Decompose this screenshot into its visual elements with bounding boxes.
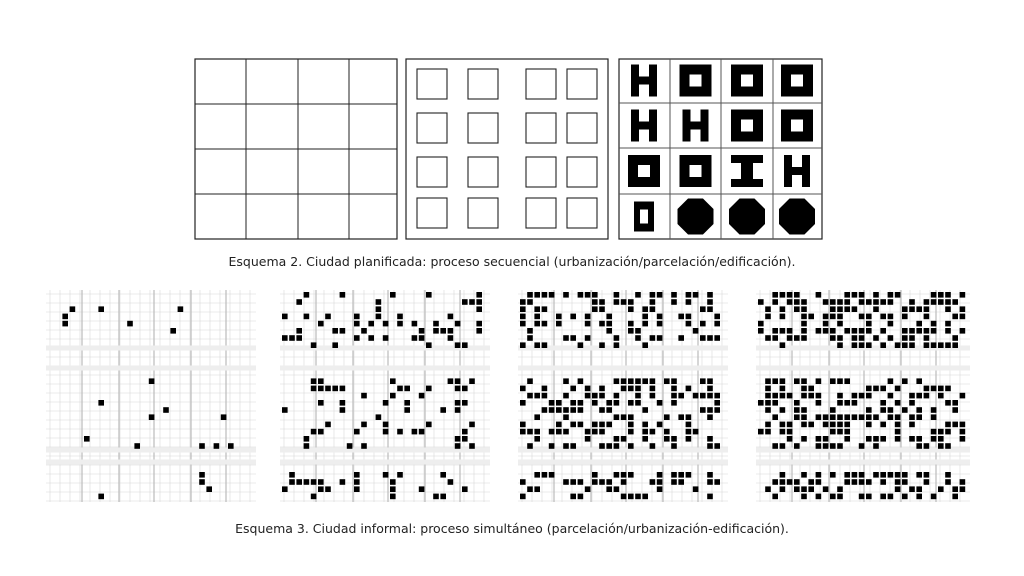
parcel-0-2 bbox=[526, 69, 556, 99]
building-3-1 bbox=[678, 199, 714, 235]
faint-street-grid bbox=[46, 290, 256, 502]
building-2-1 bbox=[680, 155, 712, 187]
parcel-0-3 bbox=[567, 69, 597, 99]
building-2-2 bbox=[731, 155, 763, 187]
parcel-1-1 bbox=[468, 113, 498, 143]
edification-panel bbox=[618, 58, 823, 240]
building-3-3 bbox=[779, 199, 815, 235]
informal-stage-1 bbox=[46, 290, 256, 502]
building-2-3 bbox=[784, 155, 810, 187]
informal-stage-3 bbox=[518, 290, 728, 502]
parcelation-panel bbox=[405, 58, 609, 240]
buildings-layer bbox=[520, 292, 720, 499]
parcel-3-0 bbox=[417, 198, 447, 228]
informal-stage-2 bbox=[280, 290, 490, 502]
building-0-2 bbox=[731, 65, 763, 97]
parcel-0-1 bbox=[468, 69, 498, 99]
parcel-0-0 bbox=[417, 69, 447, 99]
building-0-1 bbox=[680, 65, 712, 97]
building-0-0 bbox=[631, 65, 657, 97]
schema3-caption: Esquema 3. Ciudad informal: proceso simultáneo (parcelación/urbanización-edificación). bbox=[235, 521, 789, 536]
schema2-caption: Esquema 2. Ciudad planificada: proceso secuencial (urbanización/parcelación/edificación). bbox=[228, 254, 796, 269]
parcel-3-3 bbox=[567, 198, 597, 228]
parcel-1-0 bbox=[417, 113, 447, 143]
building-1-2 bbox=[731, 110, 763, 142]
building-3-0 bbox=[634, 202, 654, 232]
parcel-2-0 bbox=[417, 157, 447, 187]
parcel-3-2 bbox=[526, 198, 556, 228]
parcel-1-2 bbox=[526, 113, 556, 143]
buildings-layer bbox=[758, 292, 965, 499]
buildings-layer bbox=[62, 306, 233, 499]
parcel-3-1 bbox=[468, 198, 498, 228]
urbanization-grid-panel bbox=[194, 58, 398, 240]
building-0-3 bbox=[781, 65, 813, 97]
building-1-0 bbox=[631, 110, 657, 142]
parcel-2-1 bbox=[468, 157, 498, 187]
building-2-0 bbox=[628, 155, 660, 187]
parcel-2-2 bbox=[526, 157, 556, 187]
building-3-2 bbox=[729, 199, 765, 235]
building-1-1 bbox=[683, 110, 709, 142]
parcel-1-3 bbox=[567, 113, 597, 143]
building-1-3 bbox=[781, 110, 813, 142]
parcel-2-3 bbox=[567, 157, 597, 187]
informal-stage-4 bbox=[756, 290, 970, 502]
buildings-layer bbox=[282, 292, 482, 499]
